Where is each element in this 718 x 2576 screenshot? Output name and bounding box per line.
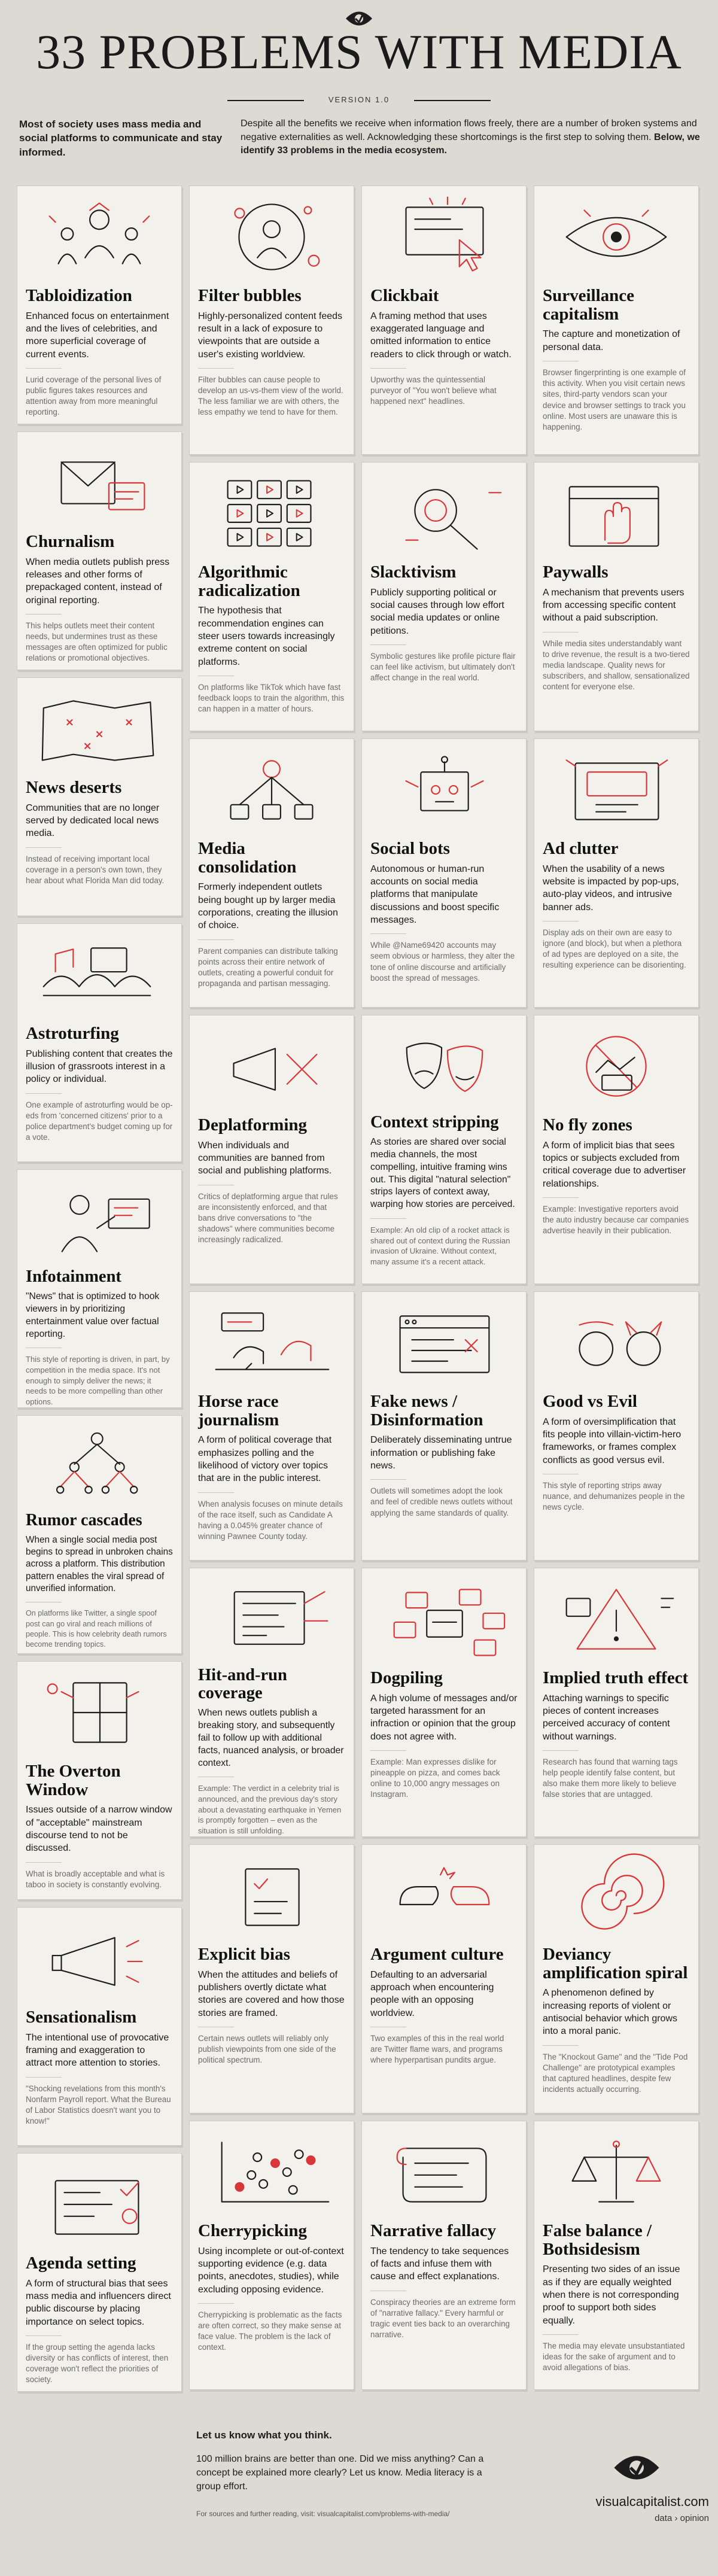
problem-definition: Enhanced focus on entertainment and the lives of celebrities, and more superficial coverage of current events. [26,311,169,360]
problem-example: Critics of deplatforming argue that rules are inconsistently enforced, and that bans drive conversations to "the shadows" where communities become increasingly radicalized. [198,1191,338,1245]
warning-icon [543,1574,690,1664]
problem-card [361,738,527,1008]
problem-title: Cherrypicking [198,2221,308,2240]
problem-example: Example: Investigative reporters avoid the auto industry because car companies advertise heavily in their publication. [543,1204,689,1236]
intro-body: Despite all the benefits we receive when information flows freely, there are a number of broken systems and negative externalities as well. Acknowledging these shortcomings is the first step to solving them. Below, we identify 33 problems in the media ecosystem. [241,118,700,156]
problem-example: Two examples of this in the real world are Twitter flame wars, and programs where hyperpartisan pundits argue. [370,2033,504,2065]
problem-card [361,185,527,455]
problem-example: This helps outlets meet their content needs, but undermines trust as these messages are often optimized for public relations or promotional objectives. [26,621,168,663]
ballot-icon [198,1851,345,1941]
footer-brand: data › opinion [655,2513,709,2523]
press-release-icon [26,438,173,528]
card-divider [370,933,406,934]
problem-title: Paywalls [543,562,609,582]
card-divider [370,368,406,369]
problem-example: Example: Man expresses dislike for pineapple on pizza, and comes back online to 10,000 angry messages on Instagram. [370,1757,500,1799]
cursor-icon [370,192,518,282]
footer-heading: Let us know what you think. [196,2429,332,2441]
problem-card [361,1015,527,1284]
problem-definition: A form of structural bias that sees mass media and influencers direct public discourse by placing importance on select topics. [26,2278,171,2327]
problem-card [534,462,699,731]
no-fly-icon [543,1021,690,1111]
newspaper-icon [198,1574,345,1662]
bot-icon [370,745,518,835]
card-divider [543,2045,579,2046]
problem-card [189,1015,354,1284]
problem-card [361,1844,527,2113]
problem-definition: When the attitudes and beliefs of publishers overtly dictate what stories are covered and how those stories are framed. [198,1969,345,2018]
problem-example: Parent companies can distribute talking points across their entire network of outlets, creating a powerful conduit for propaganda and partisan messaging. [198,946,338,989]
problem-card [189,462,354,731]
problem-example: When analysis focuses on minute details of the race itself, such as Candidate A having a 0.045% greater chance of winning Pawnee County today. [198,1499,343,1541]
problem-definition: Publishing content that creates the illusion of grassroots interest in a policy or individual. [26,1048,173,1085]
problem-definition: The tendency to take sequences of facts and infuse them with cause and effect explanations. [370,2246,509,2282]
card-divider [198,368,234,369]
problem-example: Display ads on their own are easy to ignore (and block), but when a plethora of ad types are deployed on a site, the resulting experience can be disorienting. [543,927,686,970]
problem-card [534,1844,699,2113]
problem-example: Certain news outlets will reliably only publish viewpoints from one side of the political spectrum. [198,2033,336,2065]
problem-card [534,2121,699,2390]
problem-card [361,2121,527,2390]
problem-title: Slacktivism [370,562,457,582]
problem-example: Instead of receiving important local coverage in a person's own town, they hear about what Florida Man did today. [26,854,165,885]
card-divider [26,2335,62,2336]
paywall-hand-icon [543,469,690,558]
card-divider [26,1862,62,1863]
muted-megaphone-icon [198,1021,345,1111]
problem-definition: Defaulting to an adversarial approach when encountering people with an opposing worldview. [370,1969,494,2018]
megaphone-icon [26,1914,173,2003]
card-divider [543,2334,579,2335]
spiral-icon [543,1851,690,1941]
page-footer [0,2405,718,2576]
problem-definition: The intentional use of provocative framing and exaggeration to attract more attention to stories. [26,2032,169,2069]
problem-definition: A high volume of messages and/or targeted harassment for an infraction or opinion that the group does not agree with. [370,1693,518,1742]
problem-example: This style of reporting strips away nuance, and dehumanizes people in the news cycle. [543,1480,685,1512]
eye-icon [543,192,690,282]
problem-title: Rumor cascades [26,1511,142,1529]
problem-definition: A framing method that uses exaggerated language and omitted information to entice readers to click through or watch. [370,311,512,360]
intro-lead: Most of society uses mass media and social platforms to communicate and stay informed. [19,118,223,158]
problem-card [534,1291,699,1561]
problem-definition: A mechanism that prevents users from accessing specific content without a paid subscription. [543,587,684,624]
problem-example: Browser fingerprinting is one example of this activity. When you visit certain news sites, third-party vendors scan your device and browser settings to track you online. Most users are unaware this is happening. [543,368,686,432]
agenda-icon [26,2160,173,2249]
card-divider [198,1492,234,1493]
problem-example: On platforms like TikTok which have fast feedback loops to train the algorithm, this can happen in a matter of hours. [198,682,345,714]
problem-definition: When the usability of a news website is impacted by pop-ups, auto-play videos, and intrusive banner ads. [543,863,679,913]
problem-example: Lurid coverage of the personal lives of public figures takes resources and attention away from more meaningful reporting. [26,375,162,417]
problem-title: Tabloidization [26,286,132,305]
problem-title: Clickbait [370,286,439,305]
problem-example: Filter bubbles can cause people to develop an us-vs-them view of the world. The less familiar we are with others, the less empathy we tend to have for them. [198,375,343,417]
problem-card [17,2153,182,2392]
card-divider [26,847,62,848]
browser-icon [370,1298,518,1388]
problem-card [189,185,354,455]
problem-definition: When media outlets publish press releases and other forms of prepackaged content, instead of original reporting. [26,556,170,606]
card-divider [370,1479,406,1480]
sale-icon [543,745,690,835]
visual-capitalist-logo-icon [612,2450,661,2485]
page-header [0,0,718,194]
card-divider [543,1197,579,1198]
masks-icon [370,1021,518,1109]
problem-card [17,677,182,916]
problem-definition: Autonomous or human-run accounts on social media platforms that manipulate discussions and boost specific messages. [370,863,500,925]
version-label: VERSION 1.0 [328,95,390,104]
problem-example: Research has found that warning tags help people identify false content, but also make them more likely to believe false stories that are untagged. [543,1757,678,1799]
problem-example: Symbolic gestures like profile picture flair can feel like activism, but ultimately don't affect change in the real world. [370,651,516,683]
problem-card [17,1169,182,1408]
problem-card [17,1907,182,2146]
card-divider [370,644,406,645]
problem-title: Context stripping [370,1113,499,1132]
problem-card [361,1291,527,1561]
problem-title: Filter bubbles [198,286,302,305]
problem-card [534,738,699,1008]
boxing-icon [370,1851,518,1941]
problem-card [534,1568,699,1837]
search-icon [370,469,518,558]
problem-card [189,1291,354,1561]
scroll-icon [370,2127,518,2217]
astroturf-icon [26,930,173,1020]
card-divider [198,2303,234,2304]
problem-definition: A form of political coverage that emphasizes polling and the likelihood of victory over topics that are in the public interest. [198,1435,332,1484]
problem-definition: When a single social media post begins to spread in unbroken chains across a platform. This distribution pattern enables the viral spread of unverified information. [26,1534,173,1594]
card-divider [26,368,62,369]
celebrity-crowd-icon [26,192,173,282]
problem-title: Ad clutter [543,839,619,858]
problem-card [17,185,182,424]
problem-title: Agenda setting [26,2253,136,2273]
bubble-icon [198,192,345,282]
problem-card [189,738,354,1008]
problem-example: Outlets will sometimes adopt the look and feel of credible news outlets without applying the same standards of quality. [370,1486,513,1517]
problem-definition: Communities that are no longer served by dedicated local news media. [26,802,160,839]
problem-definition: Publicly supporting political or social causes through low effort social media updates or online petitions. [370,587,504,636]
problem-example: Conspiracy theories are an extreme form of "narrative fallacy." Every harmful or tragic event ties back to an overarching narrative. [370,2297,516,2340]
problem-title: Horse race journalism [198,1392,279,1430]
card-divider [370,1218,406,1219]
map-desert-icon [26,684,173,774]
problem-card [189,2121,354,2390]
problem-definition: Deliberately disseminating untrue information or publishing fake news. [370,1435,512,1471]
problem-definition: "News" that is optimized to hook viewers in by prioritizing entertainment value over factual reporting. [26,1291,160,1339]
problem-example: Example: The verdict in a celebrity trial is announced, and the previous day's story about a devastating earthquake in Yemen is promptly forgotten – even as the situation is still unfolding. [198,1784,342,1836]
dogpile-icon [370,1574,518,1664]
problem-example: "Shocking revelations from this month's Nonfarm Payroll report. What the Bureau of Labor Statistics doesn't want you to know!" [26,2084,171,2126]
problem-example: The media may elevate unsubstantiated ideas for the sake of argument and to avoid allegations of bias. [543,2341,685,2373]
problem-example: This style of reporting is driven, in part, by competition in the media space. It's not enough to simply deliver the news; it needs to be more compelling than other options. [26,1355,170,1407]
scale-icon [543,2127,690,2217]
problem-definition: Presenting two sides of an issue as if they are equally weighted when there is not corresponding proof to support both sides equally. [543,2264,680,2326]
window-icon [26,1668,173,1757]
problem-card [17,1661,182,1900]
problem-title: Good vs Evil [543,1392,637,1411]
problem-card [189,1844,354,2113]
problem-title: Algorithmic radicalization [198,562,300,600]
card-divider [543,1750,579,1751]
page-title: 33 PROBLEMS WITH MEDIA [36,25,682,79]
problem-title: Implied truth effect [543,1668,689,1687]
problem-card [189,1568,354,1837]
problem-example: Cherrypicking is problematic as the facts are often correct, so they make sense at face value. The problem is the lack of context. [198,2310,342,2352]
problem-title: Sensationalism [26,2008,137,2027]
problem-title: Argument culture [370,1945,504,1964]
problem-definition: Formerly independent outlets being bought up by larger media corporations, creating the illusion of choice. [198,882,338,931]
problem-definition: Attaching warnings to specific pieces of content increases perceived accuracy of content without warnings. [543,1693,670,1742]
problem-title: News deserts [26,778,122,797]
problem-example: What is broadly acceptable and what is taboo in society is constantly evolving. [26,1869,165,1889]
card-divider [26,2077,62,2078]
halo-horns-icon [543,1298,690,1388]
problem-title: Surveillance capitalism [543,286,635,324]
problem-title: Narrative fallacy [370,2221,497,2240]
card-divider [26,1093,62,1094]
problem-title: Social bots [370,839,450,858]
problem-definition: A form of implicit bias that sees topics or subjects excluded from critical coverage due to advertiser relationships. [543,1140,686,1189]
problem-card [17,431,182,670]
problem-card [361,1568,527,1837]
problem-title: Infotainment [26,1267,121,1286]
problem-example: The "Knockout Game" and the "Tide Pod Challenge" are prototypical examples that captured headlines, despite few incidents actually occurring. [543,2052,688,2094]
problem-card [361,462,527,731]
problem-example: While @Name69420 accounts may seem obvious or harmless, they alter the tone of online discourse and artificially boost the spread of messages. [370,941,515,983]
problem-title: Hit-and-run coverage [198,1666,287,1703]
card-divider [198,939,234,940]
problem-definition: When news outlets publish a breaking story, and subsequently fail to follow up with additional facts, nuanced analysis, or broader context. [198,1708,344,1768]
problem-title: False balance / Bothsidesism [543,2221,652,2259]
problem-definition: The hypothesis that recommendation engines can steer users towards increasingly extreme content on social platforms. [198,606,335,667]
footer-site-link[interactable]: visualcapitalist.com [595,2494,709,2509]
problem-definition: The capture and monetization of personal data. [543,329,680,352]
problem-title: Deplatforming [198,1115,308,1135]
card-divider [26,614,62,615]
problem-definition: As stories are shared over social media channels, the most compelling, intuitive framing wins out. This digital "natural selection" strips layers of context away, warping how stories are perceived. [370,1137,515,1210]
cascade-icon [26,1422,173,1507]
problem-definition: A phenomenon defined by increasing reports of violent or antisocial behavior which grows into a moral panic. [543,1988,677,2037]
presenter-icon [26,1176,173,1263]
video-grid-icon [198,469,345,558]
problem-example: If the group setting the agenda lacks diversity or has conflicts of interest, then coverage won't reflect the priorities of society. [26,2342,169,2385]
network-icon [198,745,345,835]
footer-source[interactable]: For sources and further reading, visit: visualcapitalist.com/problems-with-media/ [196,2510,450,2518]
problem-card [534,185,699,455]
problem-title: Dogpiling [370,1668,443,1687]
problem-title: The Overton Window [26,1762,121,1799]
problem-definition: Highly-personalized content feeds result in a lack of exposure to viewpoints that are outside a user's existing worldview. [198,311,343,360]
problem-title: Fake news / Disinformation [370,1392,483,1430]
scatter-icon [198,2127,345,2217]
problem-example: One example of astroturfing would be op-eds from 'concerned citizens' prior to a police department's budget coming up for a vote. [26,1100,173,1142]
problem-card [17,1415,182,1654]
problem-title: Astroturfing [26,1024,119,1043]
problem-definition: A form of oversimplification that fits people into villain-victim-hero frameworks, or frames complex conflicts as good versus evil. [543,1416,682,1465]
problem-card [17,923,182,1162]
problem-title: Deviancy amplification spiral [543,1945,688,1982]
problem-example: While media sites understandably want to drive revenue, the result is a two-tiered media landscape. Quality news for subscribers, and shallow, sensationalized content for everyone else. [543,638,690,692]
problem-definition: When individuals and communities are banned from social and publishing platforms. [198,1140,332,1176]
problem-title: Media consolidation [198,839,297,877]
problem-example: Upworthy was the quintessential purveyor of "You won't believe what happened next" headlines. [370,375,497,406]
footer-text: 100 million brains are better than one. Did we miss anything? Can a concept be explained more clearly? Let us know. Media literacy is a group effort. [196,2454,484,2492]
problem-definition: Using incomplete or out-of-context supporting evidence (e.g. data points, anecdotes, studies), while excluding opposing evidence. [198,2246,344,2295]
problem-title: Explicit bias [198,1945,290,1964]
problem-example: On platforms like Twitter, a single spoof post can go viral and reach millions of people. This is how celebrity death rumors become trending topics. [26,1609,167,1649]
problem-title: Churnalism [26,532,115,551]
problem-card [534,1015,699,1284]
problem-title: No fly zones [543,1115,632,1135]
problem-example: Example: An old clip of a rocket attack is shared out of context during the Russian invasion of Ukraine. Without context, many assume it's a recent attack. [370,1225,510,1267]
race-icon [198,1298,345,1388]
card-divider [370,1750,406,1751]
problem-definition: Issues outside of a narrow window of "acceptable" mainstream discourse tend to not be discussed. [26,1805,172,1854]
